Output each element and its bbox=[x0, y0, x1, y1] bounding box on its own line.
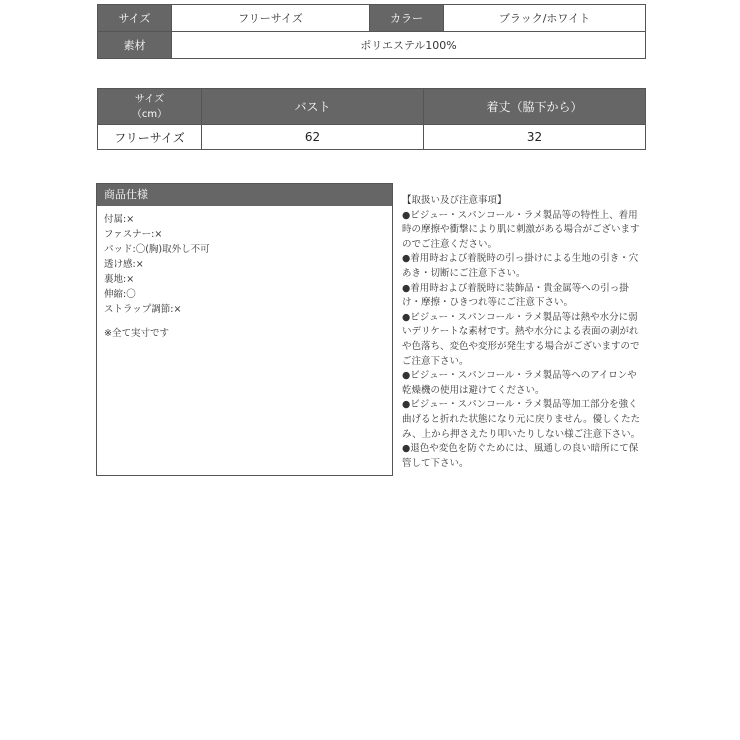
care-list bbox=[402, 209, 645, 472]
table-row bbox=[98, 5, 646, 32]
size-header-line2: （cm） bbox=[131, 108, 168, 120]
list-item: ●ビジュー・スパンコール・ラメ製品等は熱や水分に弱いデリケートな素材です。熱や水分による表面の剥がれや色落ち、変色や変形が発生する場合がございますのでご注意下さい。 bbox=[402, 311, 640, 367]
list-item: ●ビジュー・スパンコール・ラメ製品等の特性上、着用時の摩擦や衝撃により肌に刺激がある場合がございますのでご注意ください。 bbox=[402, 209, 640, 250]
size-cell: フリーサイズ bbox=[98, 125, 202, 150]
list-item: 伸縮:〇 bbox=[104, 289, 136, 300]
list-item: パッド:〇(胸)取外し不可 bbox=[104, 244, 210, 255]
list-item: 裏地:× bbox=[104, 274, 135, 285]
size-header-line1: サイズ bbox=[134, 93, 165, 105]
bust-column-header: バスト bbox=[202, 89, 424, 125]
list-item: ファスナー:× bbox=[104, 229, 163, 240]
color-value: ブラック/ホワイト bbox=[444, 5, 646, 32]
spec-list bbox=[104, 212, 392, 317]
material-label: 素材 bbox=[98, 32, 172, 59]
care-title: 【取扱い及び注意事項】 bbox=[402, 195, 507, 206]
list-item: ●着用時および着脱時の引っ掛けによる生地の引き・穴あき・切断にご注意下さい。 bbox=[402, 253, 639, 279]
material-value: ポリエステル100% bbox=[172, 32, 646, 59]
list-item: ●ビジュー・スパンコール・ラメ製品等加工部分を強く曲げると折れた状態になり元に戻りません。優しくたたみ、上から押さえたり叩いたりしない様ご注意下さい。 bbox=[402, 399, 641, 440]
size-value: フリーサイズ bbox=[172, 5, 370, 32]
attribute-table bbox=[97, 4, 646, 59]
color-label: カラー bbox=[370, 5, 444, 32]
table-row bbox=[98, 125, 646, 150]
table-header-row bbox=[98, 89, 646, 125]
length-column-header: 着丈（脇下から） bbox=[424, 89, 646, 125]
list-item: ●着用時および着脱時に装飾品・貴金属等への引っ掛け・摩擦・ひきつれ等にご注意下さい。 bbox=[402, 282, 629, 309]
size-table bbox=[97, 88, 646, 150]
size-column-header bbox=[98, 89, 202, 125]
list-item: 付属:× bbox=[104, 214, 135, 225]
list-item: ●退色や変色を防ぐためには、風通しの良い暗所にて保管して下さい。 bbox=[402, 443, 639, 469]
bust-cell: 62 bbox=[202, 125, 424, 150]
product-spec-box bbox=[96, 183, 393, 476]
spec-note: ※全て実寸です bbox=[104, 328, 169, 339]
table-row bbox=[98, 32, 646, 59]
length-cell: 32 bbox=[424, 125, 646, 150]
care-notes bbox=[402, 194, 645, 471]
list-item: 透け感:× bbox=[104, 259, 144, 270]
size-label: サイズ bbox=[98, 5, 172, 32]
list-item: ストラップ調節:× bbox=[104, 304, 182, 315]
list-item: ●ビジュー・スパンコール・ラメ製品等へのアイロンや乾燥機の使用は避けてください。 bbox=[402, 370, 637, 396]
spec-title: 商品仕様 bbox=[97, 184, 392, 206]
